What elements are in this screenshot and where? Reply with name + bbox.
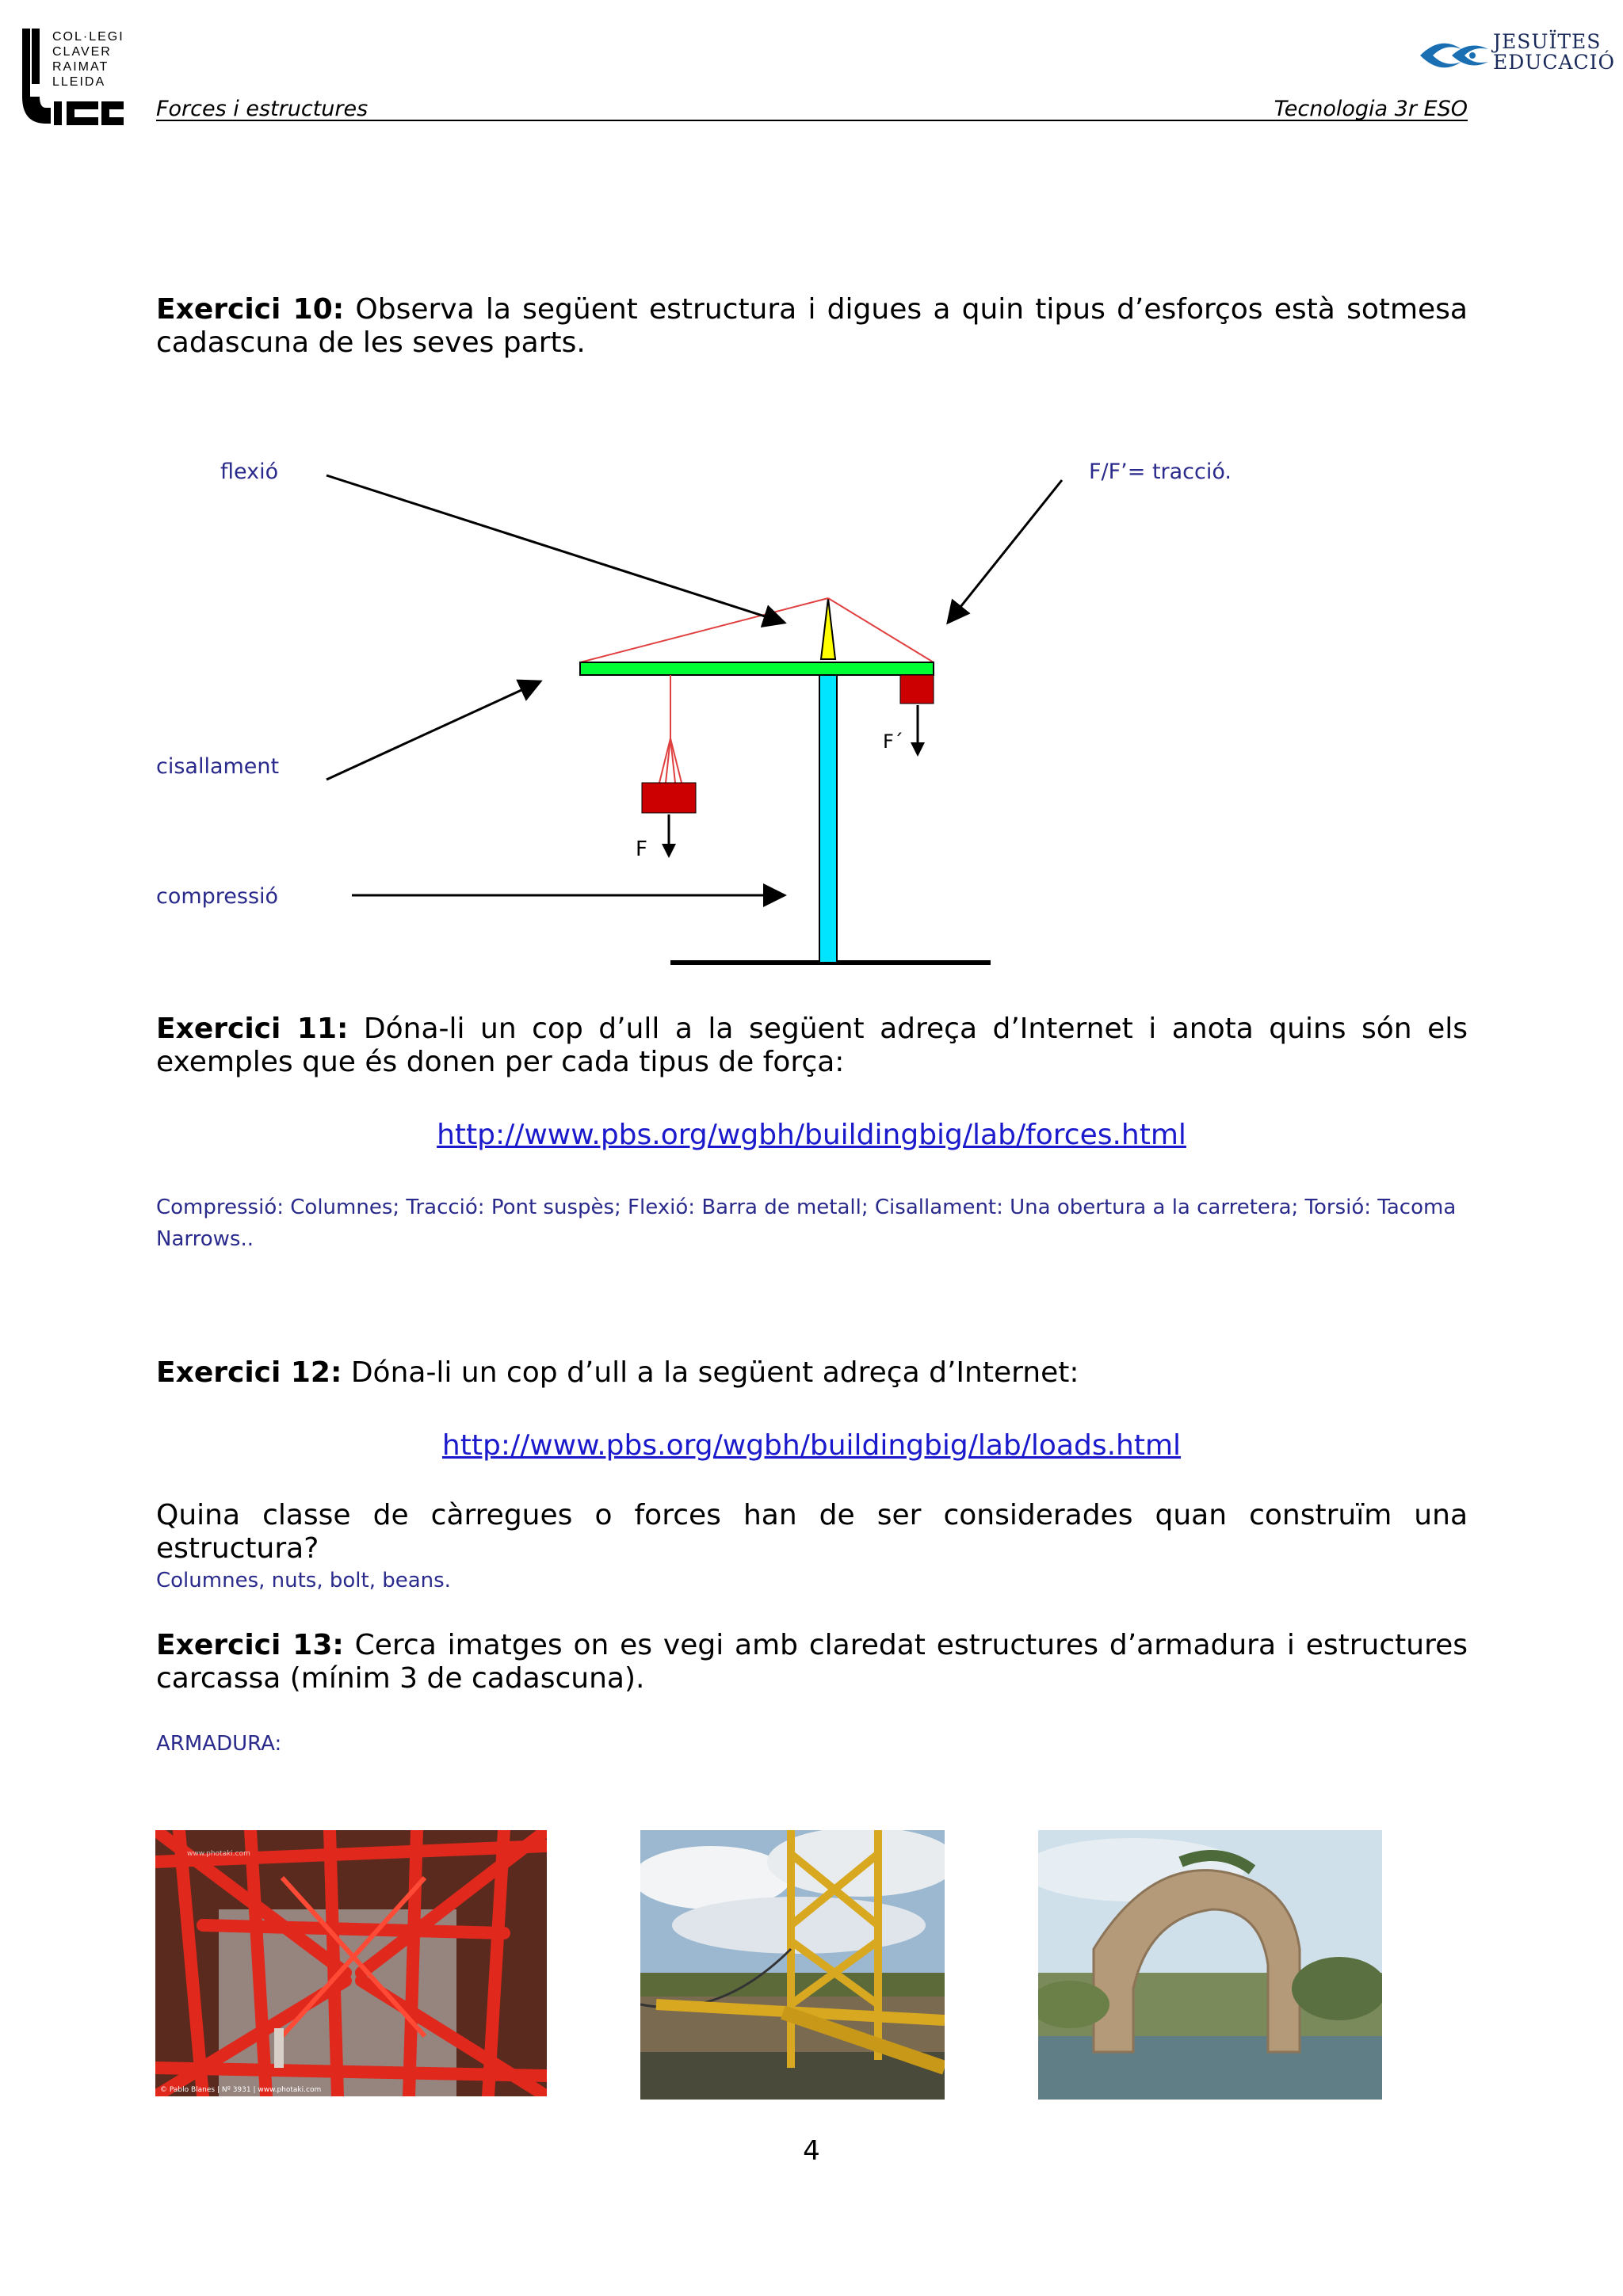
counterweight	[900, 675, 934, 704]
exercise-label: Exercici 12:	[156, 1356, 342, 1389]
exercise-10	[156, 293, 1468, 360]
photo-red-truss	[155, 1830, 547, 2096]
exercise-text: Dóna-li un cop d’ull a la següent adreça d’Internet:	[342, 1356, 1079, 1389]
network-name-top: JESUÏTES	[1493, 30, 1602, 53]
exercise-label: Exercici 11:	[156, 1013, 349, 1045]
label-traccio: F/F’= tracció.	[1089, 460, 1232, 484]
exercise-label: Exercici 13:	[156, 1629, 344, 1661]
hanging-load	[642, 783, 696, 813]
arrow-cisallament	[327, 681, 540, 780]
jesuites-logo	[1417, 30, 1616, 79]
label-compressio: compressió	[156, 884, 279, 909]
crane-peak	[821, 598, 835, 659]
crane-boom	[580, 662, 934, 675]
school-line: CLAVER	[52, 45, 112, 59]
answer-ex11	[156, 1192, 1487, 1255]
exercise-12	[156, 1356, 1468, 1390]
cable-left	[580, 598, 828, 662]
school-line: COL·LEGI	[52, 30, 124, 44]
exercise-label: Exercici 10:	[156, 293, 345, 326]
school-name	[52, 29, 124, 90]
header-divider	[156, 120, 1468, 121]
crane-mast	[819, 675, 837, 963]
page-number: 4	[803, 2135, 820, 2167]
exercise-13	[156, 1629, 1468, 1695]
label-flexio: flexió	[220, 460, 279, 484]
exercise-text: Dóna-li un cop d’ull a la següent adreça d’Internet i anota quins són els exemples que és donen per cada tipus de força:	[156, 1013, 1468, 1078]
question-ex12: Quina classe de càrregues o forces han de ser considerades quan construïm una estructura?	[156, 1499, 1468, 1565]
network-name-bottom: EDUCACIÓ	[1493, 51, 1616, 74]
header-subject: Forces i estructures	[156, 97, 369, 121]
jesuites-emblem-icon	[1417, 32, 1493, 79]
arrow-traccio	[948, 480, 1062, 623]
arrow-flexio	[327, 475, 785, 623]
school-line: RAIMAT	[52, 60, 109, 74]
link-forces[interactable]: http://www.pbs.org/wgbh/buildingbig/lab/forces.html	[437, 1119, 1186, 1151]
exercise-text: Cerca imatges on es vegi amb claredat estructures d’armadura i estructures carcassa (mínim 3 de cadascuna).	[156, 1629, 1468, 1695]
exercise-text: Observa la següent estructura i digues a quin tipus d’esforços està sotmesa cadascuna de les seves parts.	[156, 293, 1468, 359]
link-loads[interactable]: http://www.pbs.org/wgbh/buildingbig/lab/loads.html	[441, 1429, 1182, 1462]
answer-line: Narrows..	[156, 1227, 254, 1251]
exercise-11	[156, 1013, 1468, 1079]
photo-yellow-bridge	[640, 1830, 945, 2100]
photo-watermark: www.photaki.com	[187, 1850, 250, 1858]
answer-line: Compressió: Columnes; Tracció: Pont suspès; Flexió: Barra de metall; Cisallament: Una obertura a la carretera; Torsió: Tacoma	[156, 1196, 1457, 1219]
force-label-f-prime: F´	[883, 730, 903, 753]
answer-ex12: Columnes, nuts, bolt, beans.	[156, 1569, 451, 1592]
force-label-f: F	[636, 837, 647, 861]
label-cisallament: cisallament	[156, 754, 280, 779]
header-course: Tecnologia 3r ESO	[1274, 97, 1468, 121]
cable-right	[828, 598, 934, 662]
answer-heading-armadura: ARMADURA:	[156, 1732, 282, 1756]
school-line: LLEIDA	[52, 75, 106, 89]
photo-caption: © Pablo Blanes | Nº 3931 | www.photaki.com	[160, 2086, 322, 2094]
photo-stone-arch	[1038, 1830, 1382, 2100]
crane-diagram	[0, 444, 1623, 982]
